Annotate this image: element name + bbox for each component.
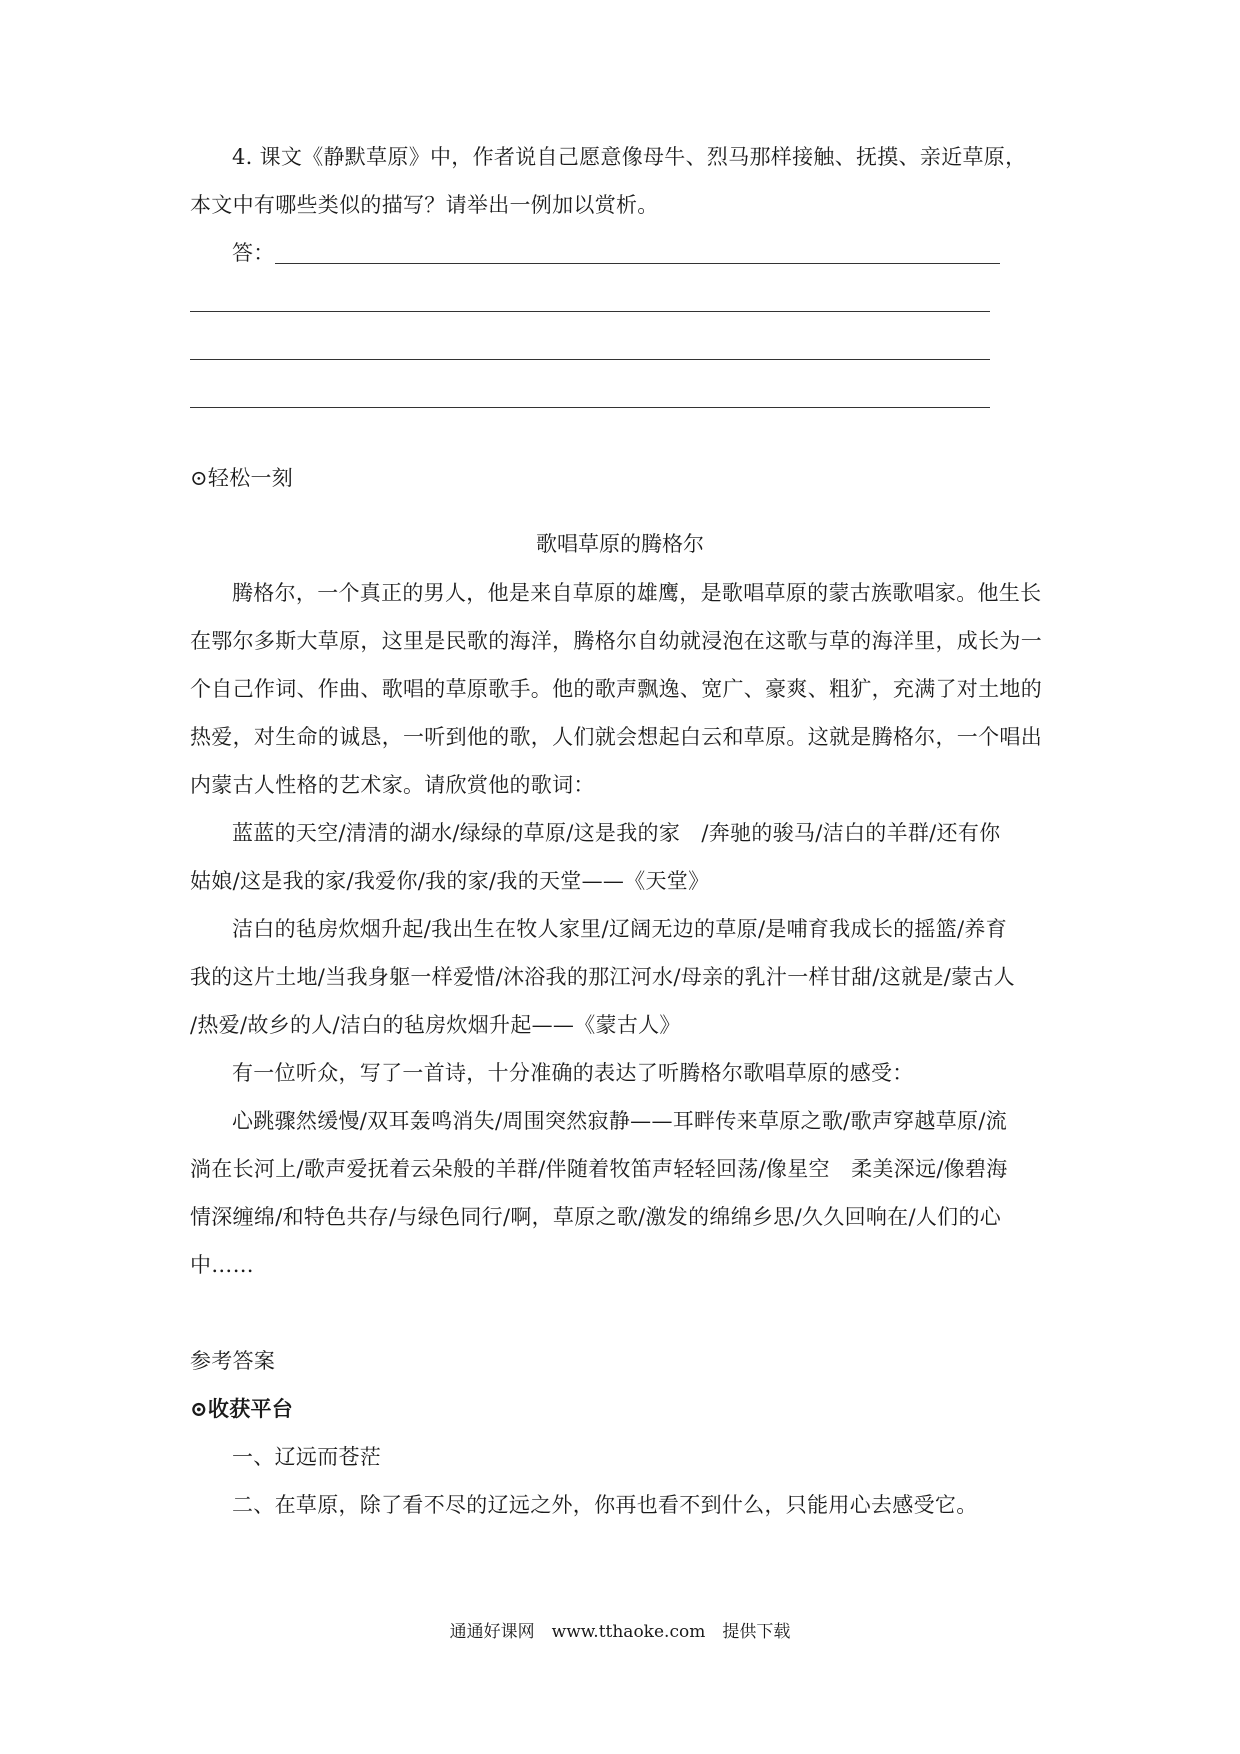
relax-heading: ⊙轻松一刻 xyxy=(190,466,294,490)
answer-line-1[interactable] xyxy=(275,263,1000,264)
article-title: 歌唱草原的腾格尔 xyxy=(536,532,704,556)
poem-line: 中…… xyxy=(190,1253,254,1277)
para1-line: 个自己作词、作曲、歌唱的草原歌手。他的歌声飘逸、宽广、豪爽、粗犷，充满了对土地的 xyxy=(190,677,1042,701)
para2: 有一位听众，写了一首诗，十分准确的表达了听腾格尔歌唱草原的感受： xyxy=(232,1061,914,1085)
answer-item-2: 二、在草原，除了看不尽的辽远之外，你再也看不到什么，只能用心去感受它。 xyxy=(232,1493,978,1517)
answers-heading: 参考答案 xyxy=(190,1349,276,1373)
answer-item-1: 一、辽远而苍茫 xyxy=(232,1445,382,1469)
answers-section: ⊙收获平台 xyxy=(190,1396,294,1421)
poem-line: 情深缠绵/和特色共存/与绿色同行/啊，草原之歌/激发的绵绵乡思/久久回响在/人们的心 xyxy=(190,1205,1002,1229)
answer-label: 答： xyxy=(232,241,275,265)
question4-line1: 4. 课文《静默草原》中，作者说自己愿意像母牛、烈马那样接触、抚摸、亲近草原， xyxy=(232,145,1027,169)
song2-line: 我的这片土地/当我身躯一样爱惜/沐浴我的那江河水/母亲的乳汁一样甘甜/这就是/蒙古人 xyxy=(190,965,1015,989)
song1-line: 蓝蓝的天空/清清的湖水/绿绿的草原/这是我的家 /奔驰的骏马/洁白的羊群/还有你 xyxy=(232,821,1001,845)
page-footer: 通通好课网 www.tthaoke.com 提供下载 xyxy=(449,1622,791,1642)
poem-line: 心跳骤然缓慢/双耳轰鸣消失/周围突然寂静——耳畔传来草原之歌/歌声穿越草原/流 xyxy=(232,1109,1007,1133)
poem-line: 淌在长河上/歌声爱抚着云朵般的羊群/伴随着牧笛声轻轻回荡/像星空 柔美深远/像碧海 xyxy=(190,1157,1008,1181)
para1-line: 热爱，对生命的诚恳，一听到他的歌，人们就会想起白云和草原。这就是腾格尔，一个唱出 xyxy=(190,725,1042,749)
para1-line: 腾格尔，一个真正的男人，他是来自草原的雄鹰，是歌唱草原的蒙古族歌唱家。他生长 xyxy=(232,581,1042,605)
answer-line-2[interactable] xyxy=(190,311,990,312)
song1-line: 姑娘/这是我的家/我爱你/我的家/我的天堂——《天堂》 xyxy=(190,869,710,893)
answer-line-3[interactable] xyxy=(190,359,990,360)
para1-line: 在鄂尔多斯大草原，这里是民歌的海洋，腾格尔自幼就浸泡在这歌与草的海洋里，成长为一 xyxy=(190,629,1042,653)
song2-line: /热爱/故乡的人/洁白的毡房炊烟升起——《蒙古人》 xyxy=(190,1013,681,1037)
answer-line-4[interactable] xyxy=(190,407,990,408)
song2-line: 洁白的毡房炊烟升起/我出生在牧人家里/辽阔无边的草原/是哺育我成长的摇篮/养育 xyxy=(232,917,1007,941)
para1-line: 内蒙古人性格的艺术家。请欣赏他的歌词： xyxy=(190,773,595,797)
question4-line2: 本文中有哪些类似的描写？请举出一例加以赏析。 xyxy=(190,193,659,217)
